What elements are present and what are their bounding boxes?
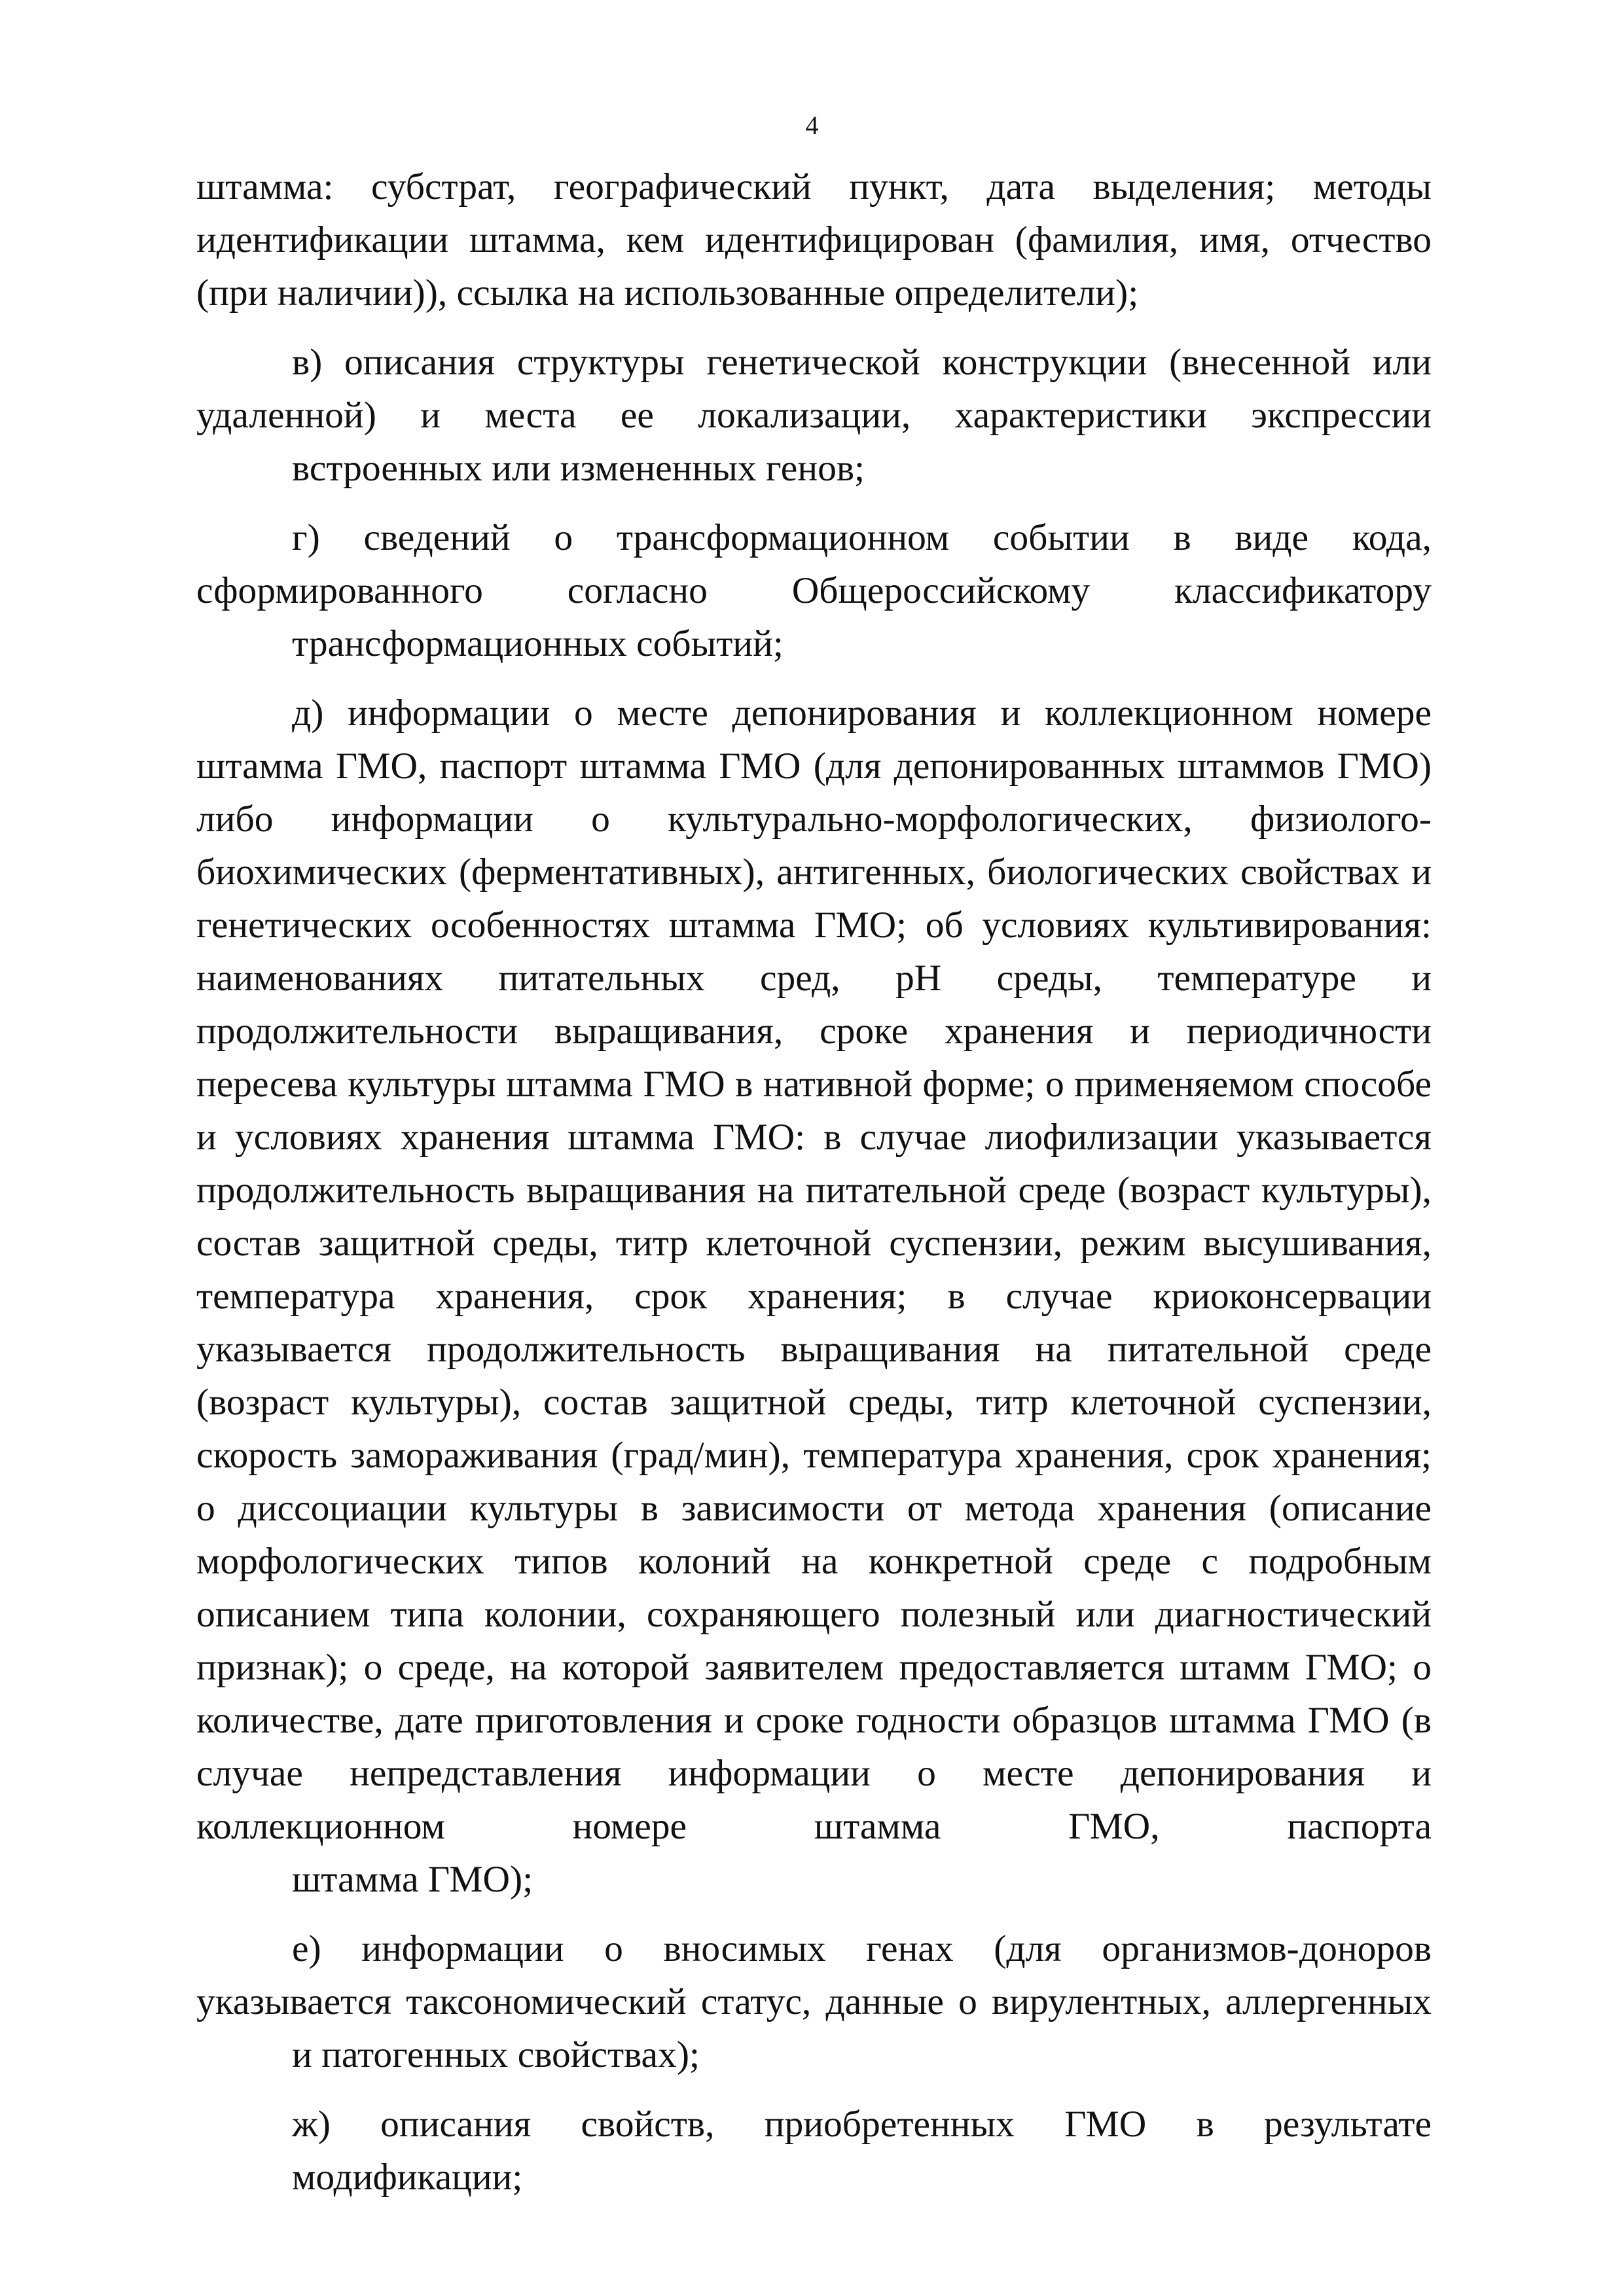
paragraph-item-zh xyxy=(196,2098,1432,2204)
paragraph-item-e xyxy=(196,1922,1432,2081)
paragraph-text: д) информации о месте депонирования и коллекционном номере штамма ГМО, паспорт штамма ГМО (для депонированных штаммов ГМО) либо информации о культурально-морфологических, физиолого-биохимических (ферментативных), антигенных, биологических свойствах и генетических особенностях штамма ГМО; об условиях культивирования: наименованиях питательных сред, pH среды, температуре и продолжительности выращивания, сроке хранения и периодичности пересева культуры штамма ГМО в нативной форме; о применяемом способе и условиях хранения штамма ГМО: в случае лиофилизации указывается продолжительность выращивания на питательной среде (возраст культуры), состав защитной среды, титр клеточной суспензии, режим высушивания, температура хранения, срок хранения; в случае криоконсервации указывается продолжительность выращивания на питательной среде (возраст культуры), состав защитной среды, титр клеточной суспензии, скорость замораживания (град/мин), температура хранения, срок хранения; о диссоциации культуры в зависимости от метода хранения (описание морфологических типов колоний на конкретной среде с подробным описанием типа колонии, сохраняющего полезный или диагностический признак); о среде, на которой заявителем предоставляется штамм ГМО; о количестве, дате приготовления и сроке годности образцов штамма ГМО (в случае непредставления информации о месте депонирования и коллекционном номере штамма ГМО, паспорта xyxy=(196,692,1432,1847)
paragraph-continuation xyxy=(196,160,1432,319)
paragraph-item-d xyxy=(196,687,1432,1906)
paragraph-text: ж) описания свойств, приобретенных ГМО в результате xyxy=(292,2104,1432,2145)
paragraph-last-line: (при наличии)), ссылка на использованные определители); xyxy=(196,272,1139,314)
paragraph-last-line: встроенных или измененных генов; xyxy=(292,448,865,489)
paragraph-text: штамма: субстрат, географический пункт, дата выделения; методы идентификации штамма, кем идентифицирован (фамилия, имя, отчество xyxy=(196,166,1432,260)
paragraph-item-g xyxy=(196,511,1432,670)
paragraph-last-line: модификации; xyxy=(292,2157,523,2198)
paragraph-text: е) информации о вносимых генах (для организмов-доноров указывается таксономический статус, данные о вирулентных, аллергенных xyxy=(196,1928,1432,2022)
paragraph-text: в) описания структуры генетической конструкции (внесенной или удаленной) и места ее локализации, характеристики экспрессии xyxy=(196,342,1432,436)
paragraph-item-v xyxy=(196,336,1432,495)
paragraph-last-line: штамма ГМО); xyxy=(292,1859,533,1900)
document-body xyxy=(196,160,1432,2220)
page-number: 4 xyxy=(805,111,819,140)
paragraph-last-line: и патогенных свойствах); xyxy=(292,2034,700,2075)
paragraph-text: г) сведений о трансформационном событии в виде кода, сформированного согласно Общероссийскому классификатору xyxy=(196,517,1432,611)
paragraph-last-line: трансформационных событий; xyxy=(292,623,784,664)
